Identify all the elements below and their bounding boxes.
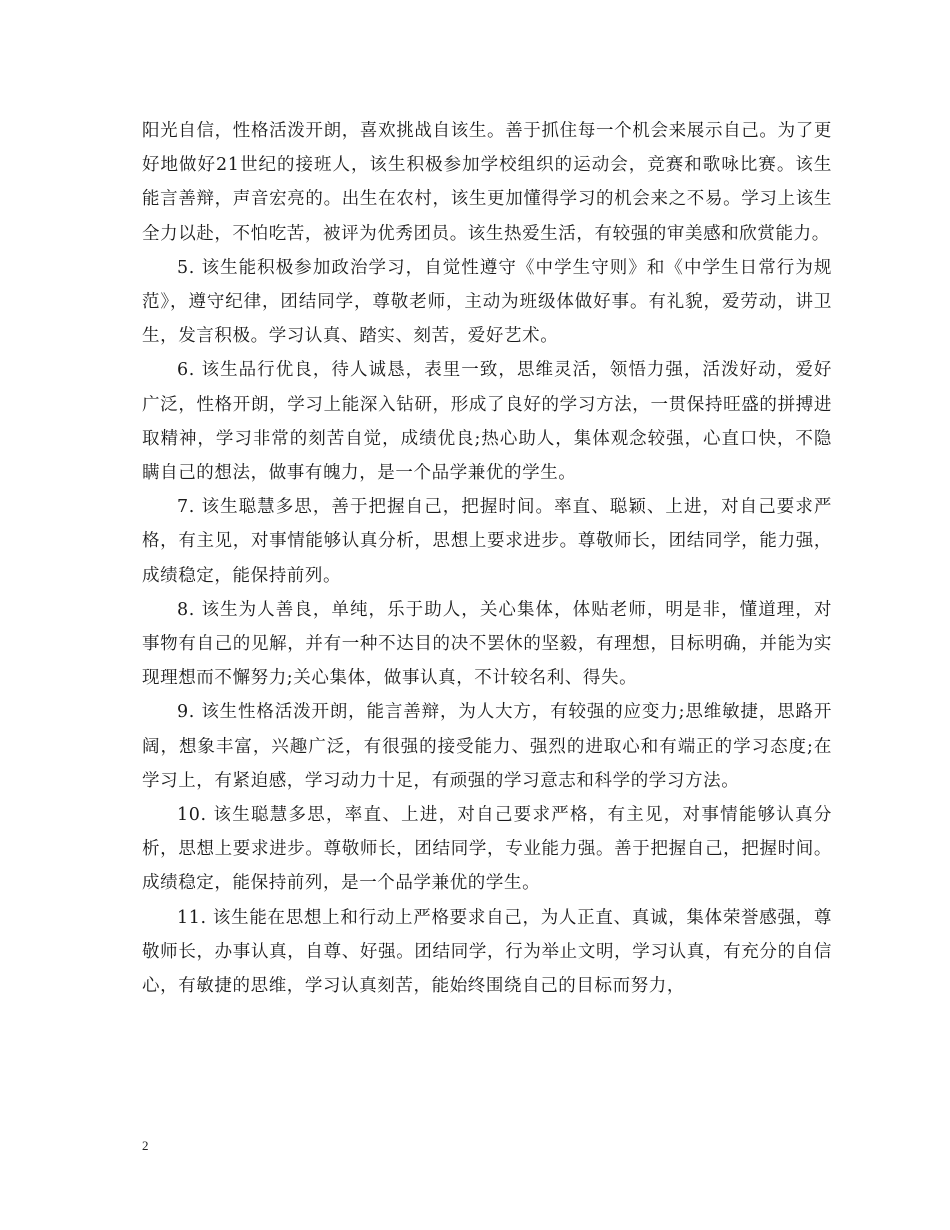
paragraph-item-10: 10. 该生聪慧多思，率直、上进，对自己要求严格，有主见，对事情能够认真分析，思想上要求进步。尊敬师长，团结同学，专业能力强。善于把握自己，把握时间。成绩稳定，能保持前列，是一个品学兼优的学生。	[142, 805, 832, 894]
paragraph-item-9: 9. 该生性格活泼开朗，能言善辩，为人大方，有较强的应变力;思维敏捷，思路开阔，想象丰富，兴趣广泛，有很强的接受能力、强烈的进取心和有端正的学习态度;在学习上，有紧迫感，学习动力十足，有顽强的学习意志和科学的学习方法。	[142, 702, 832, 791]
paragraph-item-6: 6. 该生品行优良，待人诚恳，表里一致，思维灵活，领悟力强，活泼好动，爱好广泛，性格开朗，学习上能深入钻研，形成了良好的学习方法，一贯保持旺盛的拼搏进取精神，学习非常的刻苦自觉，成绩优良;热心助人，集体观念较强，心直口快，不隐瞒自己的想法，做事有魄力，是一个品学兼优的学生。	[142, 360, 832, 484]
paragraph-item-8: 8. 该生为人善良，单纯，乐于助人，关心集体，体贴老师，明是非，懂道理，对事物有自己的见解，并有一种不达目的决不罢休的坚毅，有理想，目标明确，并能为实现理想而不懈努力;关心集体，做事认真，不计较名利、得失。	[142, 599, 832, 689]
document-body	[142, 114, 832, 1003]
paragraph-item-7: 7. 该生聪慧多思，善于把握自己，把握时间。率直、聪颖、上进，对自己要求严格，有主见，对事情能够认真分析，思想上要求进步。尊敬师长，团结同学，能力强，成绩稳定，能保持前列。	[142, 497, 832, 586]
paragraph-continuation: 阳光自信，性格活泼开朗，喜欢挑战自该生。善于抓住每一个机会来展示自己。为了更好地做好21世纪的接班人，该生积极参加学校组织的运动会，竞赛和歌咏比赛。该生能言善辩，声音宏亮的。出生在农村，该生更加懂得学习的机会来之不易。学习上该生全力以赴，不怕吃苦，被评为优秀团员。该生热爱生活，有较强的审美感和欣赏能力。	[142, 121, 832, 244]
paragraph-item-11: 11. 该生能在思想上和行动上严格要求自己，为人正直、真诚，集体荣誉感强，尊敬师长，办事认真，自尊、好强。团结同学，行为举止文明，学习认真，有充分的自信心，有敏捷的思维，学习认真刻苦，能始终围绕自己的目标而努力，	[142, 907, 832, 997]
page-number: 2	[142, 1138, 149, 1153]
paragraph-item-5: 5. 该生能积极参加政治学习，自觉性遵守《中学生守则》和《中学生日常行为规范》，遵守纪律，团结同学，尊敬老师，主动为班级体做好事。有礼貌，爱劳动，讲卫生，发言积极。学习认真、踏实、刻苦，爱好艺术。	[142, 257, 832, 347]
